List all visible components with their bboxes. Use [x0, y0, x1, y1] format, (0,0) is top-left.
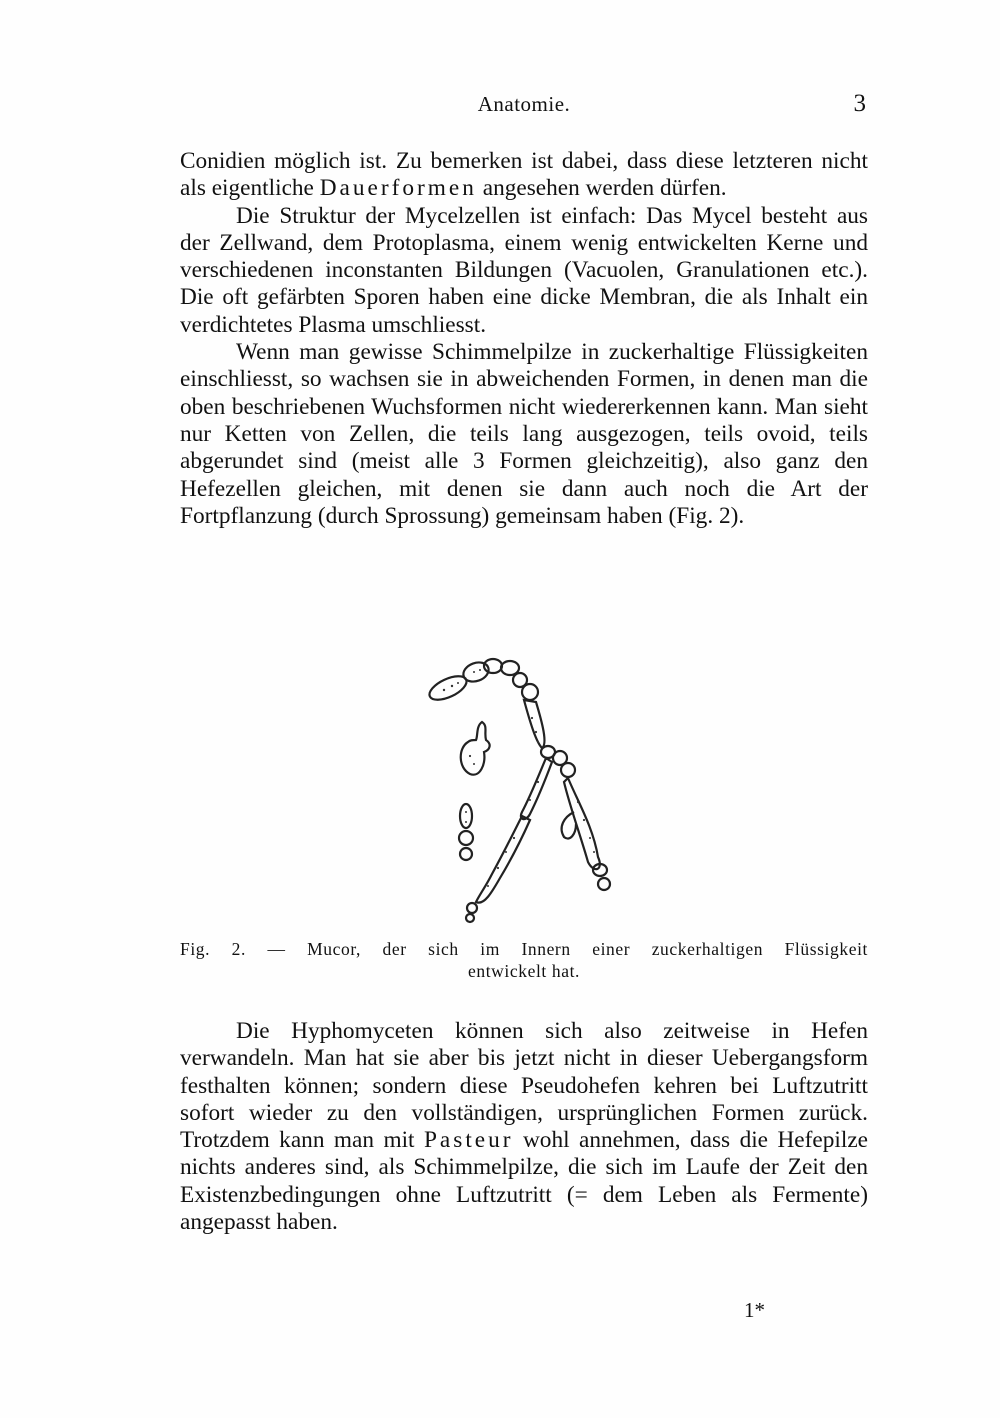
page-number: 3 [853, 90, 866, 117]
body-text-top [180, 148, 868, 530]
paragraph-4 [180, 1018, 868, 1236]
paragraph-4-after: wohl annehmen, dass die Hefepilze nichts anderes sind, als Schimmelpilze, die sich im Laufe der Zeit den Existenzbedingungen ohne Luftzutritt (= dem Leben als Fermente) angepasst haben. [180, 1127, 868, 1236]
mucor-illustration [418, 652, 628, 928]
signature-mark: 1* [744, 1298, 765, 1322]
body-text-bottom [180, 1018, 868, 1236]
paragraph-1-after: angesehen werden dürfen. [476, 175, 727, 202]
figure-2-mucor-drawing [418, 652, 628, 928]
paragraph-2: Die Struktur der Mycelzellen ist einfach: Das Mycel besteht aus der Zellwand, dem Protoplasma, einem wenig entwickelten Kerne und verschiedenen inconstanten Bildungen (Vacuolen, Granulationen etc.). Die oft gefärbten Sporen haben eine dicke Membran, die als Inhalt ein verdichtetes Plasma umschliesst. [180, 202, 868, 338]
emphasis-pasteur: Pasteur [423, 1127, 514, 1154]
caption-text-1: Mucor, der sich im Innern einer zuckerhaltigen Flüssigkeit [307, 939, 869, 959]
paragraph-1 [180, 148, 868, 203]
caption-line-2: entwickelt hat. [467, 961, 581, 981]
paragraph-1-text: Conidien möglich ist. Zu bemerken ist dabei, dass diese letzteren nicht als eigentliche [180, 148, 868, 202]
running-title: Anatomie. [477, 92, 571, 116]
running-head [180, 92, 868, 126]
caption-dash: — [267, 939, 286, 959]
paragraph-4-before: Die Hyphomyceten können sich also zeitweise in Hefen verwandeln. Man hat sie aber bis jetzt nicht in dieser Uebergangsform festhalten können; sondern diese Pseudohefen kehren bei Luftzutritt sofort wieder zu den vollständigen, ursprünglichen Formen zurück. Trotzdem kann man mit [180, 1018, 868, 1154]
emphasis-dauerformen: Dauerformen [319, 175, 477, 202]
paragraph-3: Wenn man gewisse Schimmelpilze in zuckerhaltige Flüssigkeiten einschliesst, so wachsen sie in abweichenden Formen, in denen man die oben beschriebenen Wuchsformen nicht wiedererkennen kann. Man sieht nur Ketten von Zellen, die teils lang ausgezogen, teils ovoid, teils abgerundet sind (meist alle 3 Formen gleichzeitig), also ganz den Hefezellen gleichen, mit denen sie dann auch noch die Art der Fortpflanzung (durch Sprossung) gemeinsam haben (Fig. 2). [180, 339, 868, 529]
caption-label: Fig. 2. [180, 939, 246, 959]
caption-line-1 [180, 938, 868, 960]
figure-caption [180, 938, 868, 982]
